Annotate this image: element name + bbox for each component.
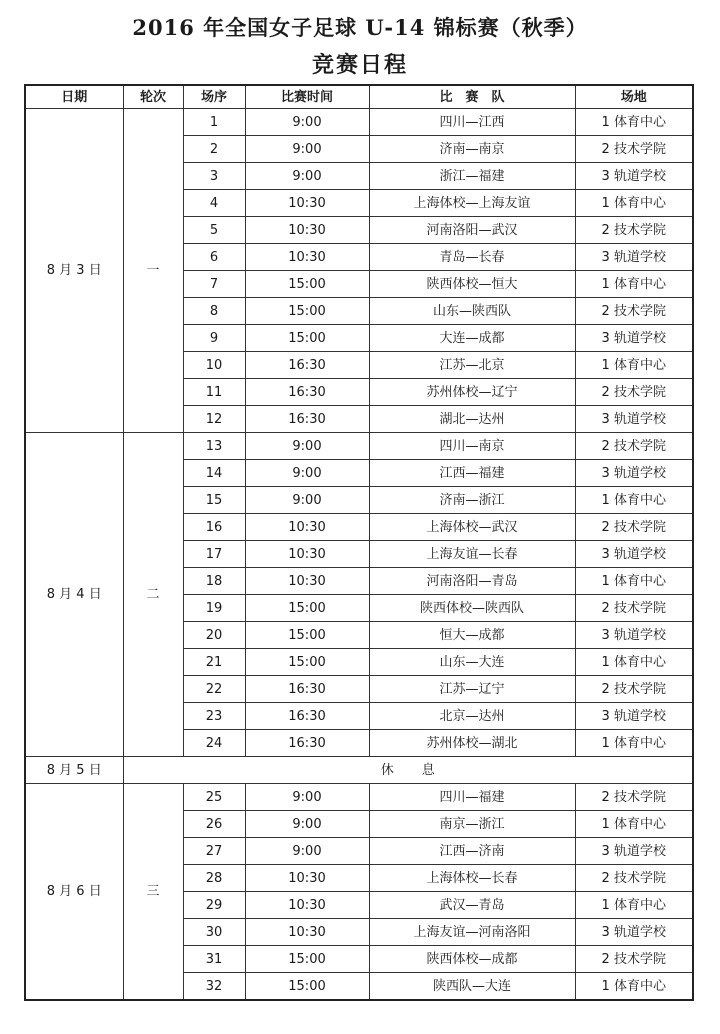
venue-cell: 2 技术学院 [575, 784, 693, 811]
time-cell: 9:00 [245, 109, 369, 136]
match-no-cell: 30 [183, 919, 245, 946]
venue-cell: 3 轨道学校 [575, 406, 693, 433]
header-match-no: 场序 [183, 85, 245, 109]
date-cell: 8 月 3 日 [25, 109, 123, 433]
venue-cell: 2 技术学院 [575, 379, 693, 406]
venue-cell: 2 技术学院 [575, 865, 693, 892]
round-cell: 一 [123, 109, 183, 433]
teams-cell: 山东—大连 [369, 649, 575, 676]
match-no-cell: 18 [183, 568, 245, 595]
match-no-cell: 15 [183, 487, 245, 514]
time-cell: 9:00 [245, 433, 369, 460]
page-subtitle: 竞赛日程 [311, 52, 408, 78]
match-no-cell: 29 [183, 892, 245, 919]
match-no-cell: 1 [183, 109, 245, 136]
time-cell: 15:00 [245, 649, 369, 676]
match-no-cell: 28 [183, 865, 245, 892]
venue-cell: 3 轨道学校 [575, 703, 693, 730]
teams-cell: 四川—南京 [369, 433, 575, 460]
teams-cell: 四川—福建 [369, 784, 575, 811]
teams-cell: 武汉—青岛 [369, 892, 575, 919]
teams-cell: 陕西体校—陕西队 [369, 595, 575, 622]
venue-cell: 2 技术学院 [575, 595, 693, 622]
venue-cell: 1 体育中心 [575, 487, 693, 514]
time-cell: 9:00 [245, 487, 369, 514]
venue-cell: 3 轨道学校 [575, 622, 693, 649]
teams-cell: 陕西体校—成都 [369, 946, 575, 973]
venue-cell: 1 体育中心 [575, 649, 693, 676]
match-no-cell: 22 [183, 676, 245, 703]
match-no-cell: 14 [183, 460, 245, 487]
match-no-cell: 2 [183, 136, 245, 163]
match-no-cell: 21 [183, 649, 245, 676]
match-no-cell: 25 [183, 784, 245, 811]
round-cell: 三 [123, 784, 183, 1001]
time-cell: 9:00 [245, 460, 369, 487]
venue-cell: 1 体育中心 [575, 973, 693, 1001]
match-no-cell: 19 [183, 595, 245, 622]
page-title: 2016 年全国女子足球 U-14 锦标赛（秋季） [132, 15, 588, 40]
match-no-cell: 17 [183, 541, 245, 568]
schedule-body [25, 109, 693, 1001]
match-no-cell: 23 [183, 703, 245, 730]
header-teams: 比 赛 队 [369, 85, 575, 109]
time-cell: 15:00 [245, 298, 369, 325]
match-no-cell: 7 [183, 271, 245, 298]
venue-cell: 3 轨道学校 [575, 163, 693, 190]
venue-cell: 2 技术学院 [575, 136, 693, 163]
venue-cell: 2 技术学院 [575, 514, 693, 541]
match-no-cell: 20 [183, 622, 245, 649]
teams-cell: 陕西队—大连 [369, 973, 575, 1001]
venue-cell: 2 技术学院 [575, 433, 693, 460]
time-cell: 16:30 [245, 703, 369, 730]
time-cell: 16:30 [245, 676, 369, 703]
venue-cell: 3 轨道学校 [575, 460, 693, 487]
time-cell: 9:00 [245, 163, 369, 190]
venue-cell: 1 体育中心 [575, 730, 693, 757]
time-cell: 15:00 [245, 325, 369, 352]
match-no-cell: 26 [183, 811, 245, 838]
venue-cell: 3 轨道学校 [575, 325, 693, 352]
teams-cell: 四川—江西 [369, 109, 575, 136]
date-cell: 8 月 5 日 [25, 757, 123, 784]
teams-cell: 河南洛阳—武汉 [369, 217, 575, 244]
teams-cell: 苏州体校—湖北 [369, 730, 575, 757]
teams-cell: 上海体校—武汉 [369, 514, 575, 541]
teams-cell: 河南洛阳—青岛 [369, 568, 575, 595]
time-cell: 10:30 [245, 217, 369, 244]
time-cell: 9:00 [245, 136, 369, 163]
match-no-cell: 10 [183, 352, 245, 379]
time-cell: 10:30 [245, 541, 369, 568]
venue-cell: 1 体育中心 [575, 190, 693, 217]
time-cell: 9:00 [245, 838, 369, 865]
venue-cell: 1 体育中心 [575, 568, 693, 595]
venue-cell: 3 轨道学校 [575, 919, 693, 946]
venue-cell: 1 体育中心 [575, 352, 693, 379]
time-cell: 16:30 [245, 730, 369, 757]
time-cell: 10:30 [245, 514, 369, 541]
header-round: 轮次 [123, 85, 183, 109]
teams-cell: 苏州体校—辽宁 [369, 379, 575, 406]
time-cell: 10:30 [245, 190, 369, 217]
match-no-cell: 11 [183, 379, 245, 406]
venue-cell: 1 体育中心 [575, 271, 693, 298]
match-no-cell: 32 [183, 973, 245, 1001]
venue-cell: 3 轨道学校 [575, 244, 693, 271]
match-no-cell: 12 [183, 406, 245, 433]
header-time: 比赛时间 [245, 85, 369, 109]
teams-cell: 江西—济南 [369, 838, 575, 865]
header-venue: 场地 [575, 85, 693, 109]
venue-cell: 2 技术学院 [575, 946, 693, 973]
teams-cell: 陕西体校—恒大 [369, 271, 575, 298]
time-cell: 15:00 [245, 973, 369, 1001]
match-no-cell: 6 [183, 244, 245, 271]
rest-day-row [25, 757, 693, 784]
teams-cell: 南京—浙江 [369, 811, 575, 838]
round-cell: 二 [123, 433, 183, 757]
teams-cell: 济南—南京 [369, 136, 575, 163]
date-cell: 8 月 6 日 [25, 784, 123, 1001]
teams-cell: 山东—陕西队 [369, 298, 575, 325]
match-no-cell: 13 [183, 433, 245, 460]
match-no-cell: 5 [183, 217, 245, 244]
teams-cell: 湖北—达州 [369, 406, 575, 433]
venue-cell: 1 体育中心 [575, 109, 693, 136]
time-cell: 10:30 [245, 244, 369, 271]
time-cell: 10:30 [245, 865, 369, 892]
match-no-cell: 4 [183, 190, 245, 217]
match-no-cell: 27 [183, 838, 245, 865]
venue-cell: 2 技术学院 [575, 217, 693, 244]
date-cell: 8 月 4 日 [25, 433, 123, 757]
teams-cell: 江苏—辽宁 [369, 676, 575, 703]
teams-cell: 上海友谊—河南洛阳 [369, 919, 575, 946]
time-cell: 10:30 [245, 892, 369, 919]
teams-cell: 上海体校—上海友谊 [369, 190, 575, 217]
time-cell: 16:30 [245, 379, 369, 406]
teams-cell: 江西—福建 [369, 460, 575, 487]
table-row [25, 433, 693, 460]
venue-cell: 3 轨道学校 [575, 541, 693, 568]
time-cell: 15:00 [245, 622, 369, 649]
header-row [25, 85, 693, 109]
match-no-cell: 3 [183, 163, 245, 190]
match-no-cell: 24 [183, 730, 245, 757]
table-row [25, 784, 693, 811]
time-cell: 15:00 [245, 271, 369, 298]
schedule-table [24, 84, 694, 1001]
time-cell: 10:30 [245, 568, 369, 595]
teams-cell: 北京—达州 [369, 703, 575, 730]
teams-cell: 恒大—成都 [369, 622, 575, 649]
time-cell: 16:30 [245, 406, 369, 433]
rest-cell: 休息 [123, 757, 693, 784]
match-no-cell: 9 [183, 325, 245, 352]
table-row [25, 109, 693, 136]
match-no-cell: 16 [183, 514, 245, 541]
teams-cell: 青岛—长春 [369, 244, 575, 271]
match-no-cell: 31 [183, 946, 245, 973]
time-cell: 16:30 [245, 352, 369, 379]
time-cell: 10:30 [245, 919, 369, 946]
header-date: 日期 [25, 85, 123, 109]
teams-cell: 上海友谊—长春 [369, 541, 575, 568]
venue-cell: 2 技术学院 [575, 676, 693, 703]
venue-cell: 3 轨道学校 [575, 838, 693, 865]
teams-cell: 济南—浙江 [369, 487, 575, 514]
match-no-cell: 8 [183, 298, 245, 325]
time-cell: 9:00 [245, 811, 369, 838]
venue-cell: 1 体育中心 [575, 811, 693, 838]
teams-cell: 大连—成都 [369, 325, 575, 352]
teams-cell: 江苏—北京 [369, 352, 575, 379]
time-cell: 15:00 [245, 946, 369, 973]
venue-cell: 1 体育中心 [575, 892, 693, 919]
teams-cell: 上海体校—长春 [369, 865, 575, 892]
teams-cell: 浙江—福建 [369, 163, 575, 190]
time-cell: 15:00 [245, 595, 369, 622]
time-cell: 9:00 [245, 784, 369, 811]
venue-cell: 2 技术学院 [575, 298, 693, 325]
